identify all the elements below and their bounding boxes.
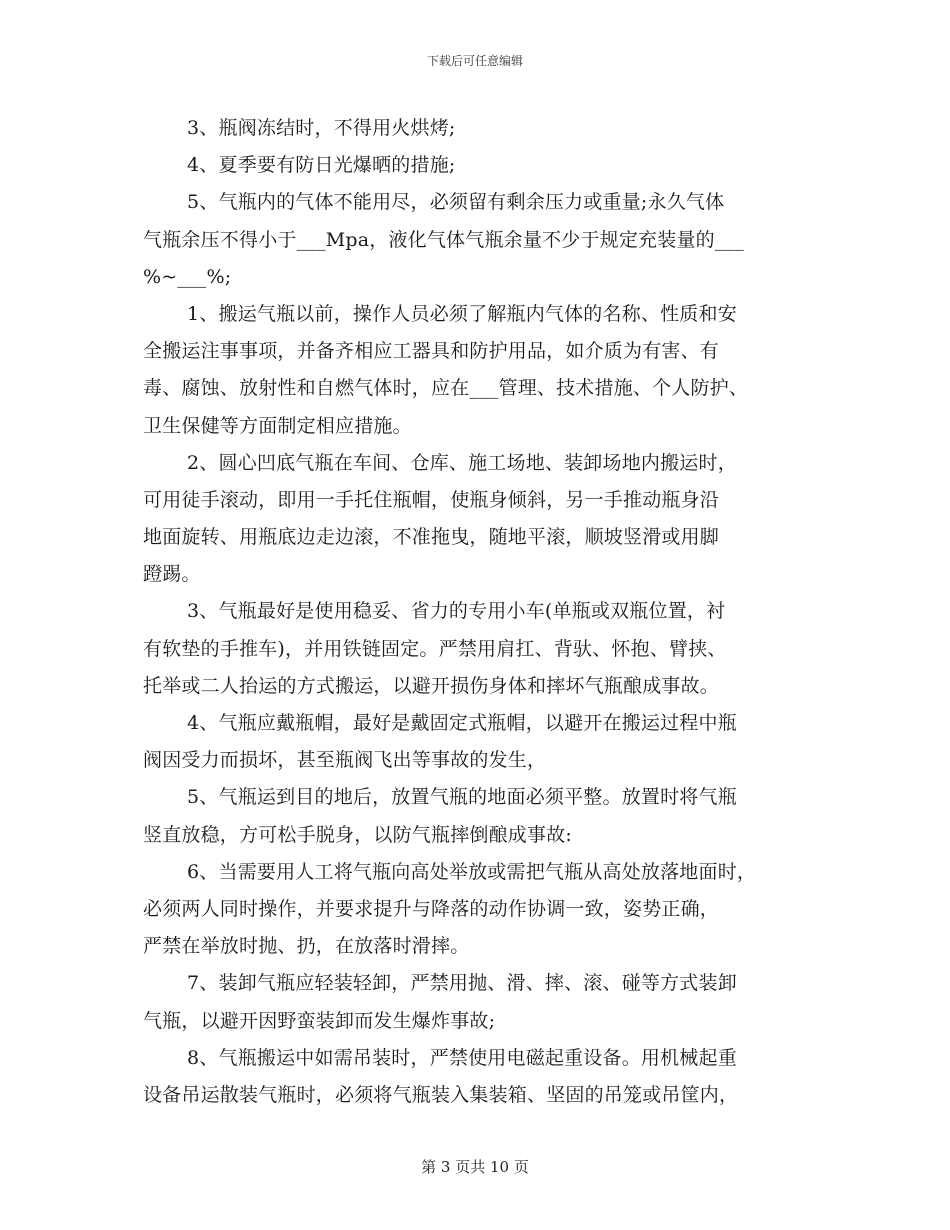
page-header: 下载后可任意编辑 xyxy=(426,54,523,68)
text-line: 全搬运注事事项，并备齐相应工器具和防护用品，如介质为有害、有 xyxy=(143,340,720,363)
text-line: 卫生保健等方面制定相应措施。 xyxy=(143,414,412,437)
document-body xyxy=(143,110,823,1114)
text-line: 设备吊运散装气瓶时，必须将气瓶装入集装箱、坚固的吊笼或吊筐内， xyxy=(143,1083,739,1106)
text-line: 有软垫的手推车)，并用铁链固定。严禁用肩扛、背驮、怀抱、臂挟、 xyxy=(143,637,727,660)
text-line: 阀因受力而损坏，甚至瓶阀飞出等事故的发生， xyxy=(143,749,547,772)
text-line: 5、气瓶内的气体不能用尽，必须留有剩余压力或重量;永久气体 xyxy=(187,191,725,214)
text-line: 4、气瓶应戴瓶帽，最好是戴固定式瓶帽，以避开在搬运过程中瓶 xyxy=(187,712,737,734)
text-line: 地面旋转、用瓶底边走边滚，不准拖曳，随地平滚，顺坡竖滑或用脚 xyxy=(143,526,720,549)
text-line: 可用徒手滚动，即用一手托住瓶帽，使瓶身倾斜，另一手推动瓶身沿 xyxy=(143,488,720,511)
text-line: 6、当需要用人工将气瓶向高处举放或需把气瓶从高处放落地面时， xyxy=(187,860,757,883)
text-line: 3、瓶阀冻结时，不得用火烘烤; xyxy=(187,117,456,139)
text-line: 8、气瓶搬运中如需吊装时，严禁使用电磁起重设备。用机械起重 xyxy=(187,1046,737,1069)
text-line: 托举或二人抬运的方式搬运，以避开损伤身体和摔坏气瓶酿成事故。 xyxy=(143,674,720,697)
page-footer: 第 3 页共 10 页 xyxy=(421,1158,529,1176)
text-line: 5、气瓶运到目的地后，放置气瓶的地面必须平整。放置时将气瓶 xyxy=(187,786,737,809)
text-line: 气瓶，以避开因野蛮装卸而发生爆炸事故; xyxy=(143,1009,496,1032)
text-line: 毒、腐蚀、放射性和自燃气体时，应在___管理、技术措施、个人防护、 xyxy=(143,377,749,400)
text-line: 严禁在举放时抛、扔，在放落时滑摔。 xyxy=(143,935,470,958)
text-line: 蹬踢。 xyxy=(143,563,201,586)
text-line: 2、圆心凹底气瓶在车间、仓库、施工场地、装卸场地内搬运时， xyxy=(187,451,737,474)
text-line: 4、夏季要有防日光爆晒的措施; xyxy=(187,154,456,177)
text-line: 3、气瓶最好是使用稳妥、省力的专用小车(单瓶或双瓶位置，衬 xyxy=(187,600,726,623)
text-line: 必须两人同时操作，并要求提升与降落的动作协调一致，姿势正确， xyxy=(143,897,720,920)
text-line: 1、搬运气瓶以前，操作人员必须了解瓶内气体的名称、性质和安 xyxy=(187,302,737,325)
text-line: 竖直放稳，方可松手脱身，以防气瓶摔倒酿成事故: xyxy=(143,823,573,846)
text-line: %~___%; xyxy=(143,265,232,288)
text-line: 气瓶余压不得小于___Mpa，液化气体气瓶余量不少于规定充装量的___ xyxy=(143,228,744,251)
text-line: 7、装卸气瓶应轻装轻卸，严禁用抛、滑、摔、滚、碰等方式装卸 xyxy=(187,972,737,995)
